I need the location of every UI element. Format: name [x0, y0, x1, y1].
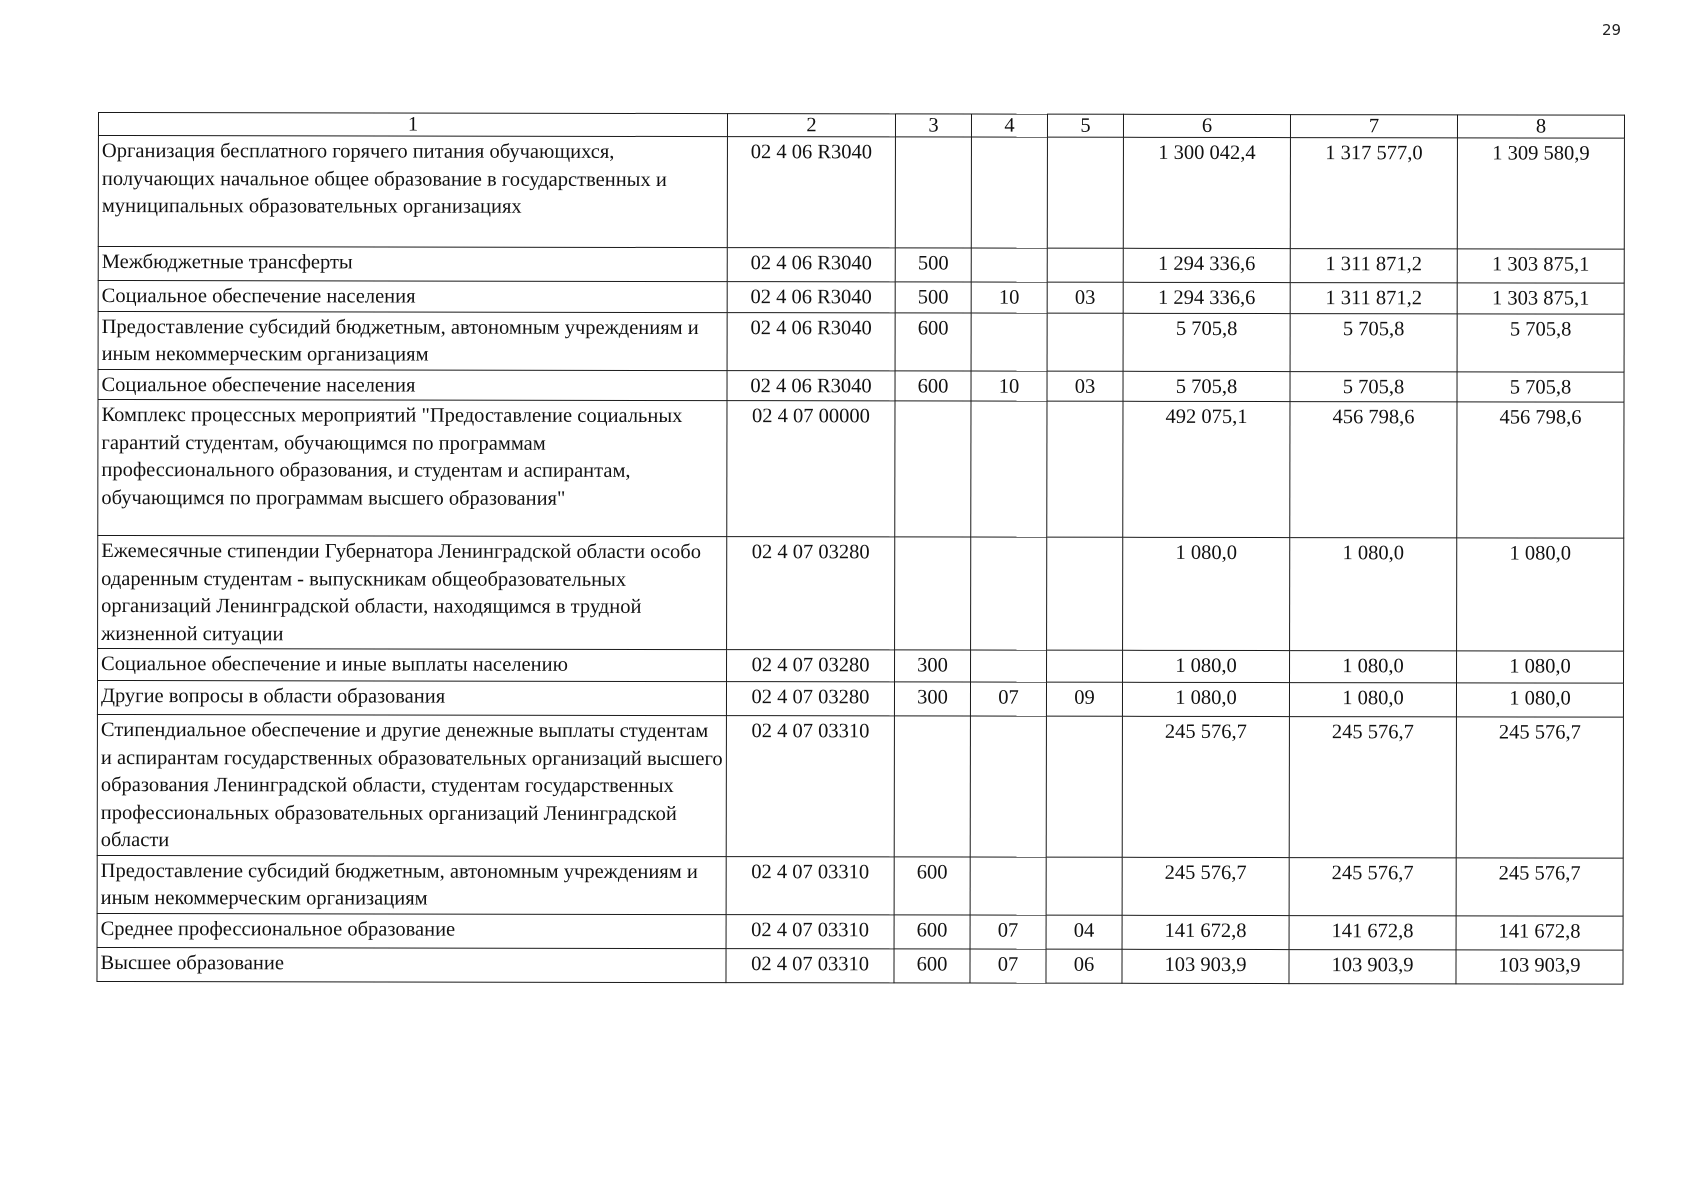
- row-subsection-cell: 04: [1046, 915, 1122, 949]
- table-row: [97, 913, 1623, 950]
- row-value-2024-cell: 1 080,0: [1456, 683, 1623, 717]
- row-code-cell: 02 4 06 R3040: [727, 370, 895, 401]
- page-number: 29: [1602, 21, 1622, 39]
- row-value-2023-cell: 1 311 871,2: [1290, 249, 1457, 283]
- row-code-cell: 02 4 07 03280: [726, 682, 894, 716]
- row-code-cell: 02 4 07 03280: [727, 650, 895, 682]
- budget-table: [96, 112, 1625, 984]
- table-header-row: [98, 113, 1624, 139]
- row-value-2022-cell: 103 903,9: [1122, 949, 1289, 983]
- row-type-cell: [895, 137, 971, 248]
- row-subsection-cell: [1047, 248, 1123, 282]
- row-value-2022-cell: 245 576,7: [1122, 857, 1289, 915]
- row-subsection-cell: [1047, 537, 1123, 650]
- row-name-cell: Стипендиальное обеспечение и другие денежные выплаты студентам и аспирантам государственных образовательных организаций высшего образования Ленинградской области, студентам государственных профессиональных образовательных организаций Ленинградской области: [97, 714, 726, 856]
- row-value-2022-cell: 245 576,7: [1122, 716, 1289, 857]
- row-section-cell: [970, 857, 1046, 915]
- row-value-2023-cell: 5 705,8: [1290, 371, 1457, 402]
- row-type-cell: 600: [895, 370, 971, 401]
- row-value-2024-cell: 1 303 875,1: [1457, 283, 1624, 314]
- row-value-2024-cell: 5 705,8: [1457, 371, 1624, 402]
- row-section-cell: [970, 716, 1046, 857]
- row-name-cell: Социальное обеспечение населения: [98, 369, 727, 401]
- row-code-cell: 02 4 06 R3040: [727, 248, 895, 282]
- table-row: [98, 311, 1624, 372]
- row-value-2023-cell: 5 705,8: [1290, 313, 1457, 371]
- row-section-cell: 10: [971, 282, 1047, 313]
- row-subsection-cell: 03: [1047, 282, 1123, 313]
- row-value-2023-cell: 456 798,6: [1290, 402, 1457, 538]
- row-subsection-cell: 09: [1046, 682, 1122, 716]
- row-value-2022-cell: 1 080,0: [1123, 537, 1290, 650]
- row-name-cell: Среднее профессиональное образование: [97, 913, 726, 948]
- row-type-cell: 600: [894, 856, 970, 914]
- row-value-2022-cell: 1 300 042,4: [1123, 137, 1290, 248]
- row-value-2024-cell: 456 798,6: [1457, 402, 1624, 538]
- row-value-2023-cell: 1 080,0: [1290, 651, 1457, 683]
- row-code-cell: 02 4 07 00000: [727, 401, 895, 537]
- row-type-cell: 600: [894, 914, 970, 948]
- row-type-cell: 600: [895, 312, 971, 370]
- row-name-cell: Межбюджетные трансферты: [98, 247, 727, 282]
- column-header: 7: [1290, 115, 1457, 138]
- row-value-2024-cell: 5 705,8: [1457, 313, 1624, 371]
- row-name-cell: Другие вопросы в области образования: [97, 681, 726, 716]
- row-value-2023-cell: 1 317 577,0: [1290, 138, 1457, 249]
- row-subsection-cell: 03: [1047, 371, 1123, 402]
- row-subsection-cell: [1047, 401, 1123, 537]
- row-section-cell: [971, 248, 1047, 282]
- row-subsection-cell: [1046, 716, 1122, 857]
- row-value-2023-cell: 141 672,8: [1289, 915, 1456, 949]
- table-row: [97, 855, 1623, 916]
- table-row: [98, 536, 1624, 652]
- table-row: [98, 369, 1624, 402]
- row-value-2023-cell: 245 576,7: [1289, 717, 1456, 858]
- row-value-2023-cell: 103 903,9: [1289, 949, 1456, 983]
- row-value-2024-cell: 245 576,7: [1456, 717, 1623, 858]
- row-name-cell: Социальное обеспечение и иные выплаты населению: [98, 649, 727, 682]
- row-code-cell: 02 4 07 03310: [726, 948, 894, 982]
- row-name-cell: Предоставление субсидий бюджетным, автономным учреждениям и иным некоммерческим организациям: [97, 855, 726, 914]
- column-header: 4: [971, 114, 1047, 137]
- row-type-cell: 500: [895, 248, 971, 282]
- row-section-cell: 07: [970, 949, 1046, 983]
- row-type-cell: [894, 716, 970, 857]
- row-section-cell: 10: [971, 371, 1047, 402]
- row-value-2022-cell: 1 294 336,6: [1123, 282, 1290, 313]
- row-type-cell: 300: [895, 650, 971, 682]
- row-code-cell: 02 4 07 03310: [726, 716, 894, 857]
- row-name-cell: Организация бесплатного горячего питания обучающихся, получающих начальное общее образование в государственных и муниципальных образовательных организациях: [98, 136, 727, 248]
- table-row: [97, 681, 1623, 718]
- row-value-2024-cell: 1 309 580,9: [1457, 138, 1624, 249]
- column-header: 5: [1047, 114, 1123, 137]
- row-name-cell: Социальное обеспечение населения: [98, 281, 727, 313]
- row-type-cell: [895, 401, 971, 537]
- row-subsection-cell: [1047, 313, 1123, 371]
- row-value-2022-cell: 5 705,8: [1123, 313, 1290, 371]
- row-section-cell: [971, 650, 1047, 682]
- row-name-cell: Предоставление субсидий бюджетным, автономным учреждениям и иным некоммерческим организациям: [98, 311, 727, 370]
- row-value-2023-cell: 1 311 871,2: [1290, 283, 1457, 314]
- table-row: [97, 714, 1623, 857]
- row-value-2024-cell: 1 303 875,1: [1457, 249, 1624, 283]
- row-code-cell: 02 4 06 R3040: [727, 312, 895, 370]
- row-value-2024-cell: 1 080,0: [1457, 651, 1624, 683]
- row-code-cell: 02 4 06 R3040: [727, 137, 895, 248]
- column-header: 2: [727, 114, 895, 137]
- row-section-cell: [971, 137, 1047, 248]
- row-section-cell: [971, 537, 1047, 650]
- table-row: [98, 649, 1624, 684]
- row-type-cell: 500: [895, 282, 971, 313]
- table-row: [98, 136, 1624, 250]
- row-subsection-cell: [1047, 650, 1123, 682]
- row-value-2022-cell: 492 075,1: [1123, 401, 1290, 537]
- row-value-2024-cell: 1 080,0: [1457, 538, 1624, 651]
- row-value-2022-cell: 1 080,0: [1123, 650, 1290, 682]
- row-subsection-cell: 06: [1046, 949, 1122, 983]
- row-value-2024-cell: 245 576,7: [1456, 857, 1623, 915]
- row-value-2022-cell: 141 672,8: [1122, 915, 1289, 949]
- row-code-cell: 02 4 06 R3040: [727, 282, 895, 313]
- row-section-cell: 07: [970, 682, 1046, 716]
- row-value-2024-cell: 103 903,9: [1456, 949, 1623, 983]
- row-value-2023-cell: 245 576,7: [1289, 857, 1456, 915]
- row-code-cell: 02 4 07 03310: [726, 856, 894, 914]
- column-header: 3: [895, 114, 971, 137]
- row-name-cell: Высшее образование: [97, 947, 726, 982]
- row-section-cell: [971, 313, 1047, 371]
- column-header: 1: [98, 113, 727, 137]
- row-subsection-cell: [1046, 857, 1122, 915]
- row-value-2022-cell: 5 705,8: [1123, 371, 1290, 402]
- row-type-cell: 600: [894, 948, 970, 982]
- column-header: 6: [1123, 114, 1290, 137]
- row-value-2023-cell: 1 080,0: [1289, 683, 1456, 717]
- row-name-cell: Ежемесячные стипендии Губернатора Ленинградской области особо одаренным студентам - выпускникам общеобразовательных организаций Ленинградской области, находящимся в трудной жизненной ситуации: [98, 536, 727, 650]
- table-row: [98, 247, 1624, 284]
- row-type-cell: [895, 537, 971, 650]
- row-value-2024-cell: 141 672,8: [1456, 915, 1623, 949]
- row-name-cell: Комплекс процессных мероприятий "Предоставление социальных гарантий студентам, обучающимся по программам профессионального образования, и студентам и аспирантам, обучающимся по программам высшего образования": [98, 400, 727, 537]
- table-row: [97, 947, 1623, 984]
- table-row: [98, 400, 1624, 539]
- row-value-2022-cell: 1 294 336,6: [1123, 248, 1290, 282]
- row-section-cell: [971, 401, 1047, 537]
- row-code-cell: 02 4 07 03310: [726, 914, 894, 948]
- row-subsection-cell: [1047, 137, 1123, 248]
- row-value-2023-cell: 1 080,0: [1290, 538, 1457, 651]
- row-code-cell: 02 4 07 03280: [727, 537, 895, 650]
- column-header: 8: [1457, 115, 1624, 138]
- row-section-cell: 07: [970, 915, 1046, 949]
- table-row: [98, 281, 1624, 314]
- row-value-2022-cell: 1 080,0: [1122, 682, 1289, 716]
- row-type-cell: 300: [894, 682, 970, 716]
